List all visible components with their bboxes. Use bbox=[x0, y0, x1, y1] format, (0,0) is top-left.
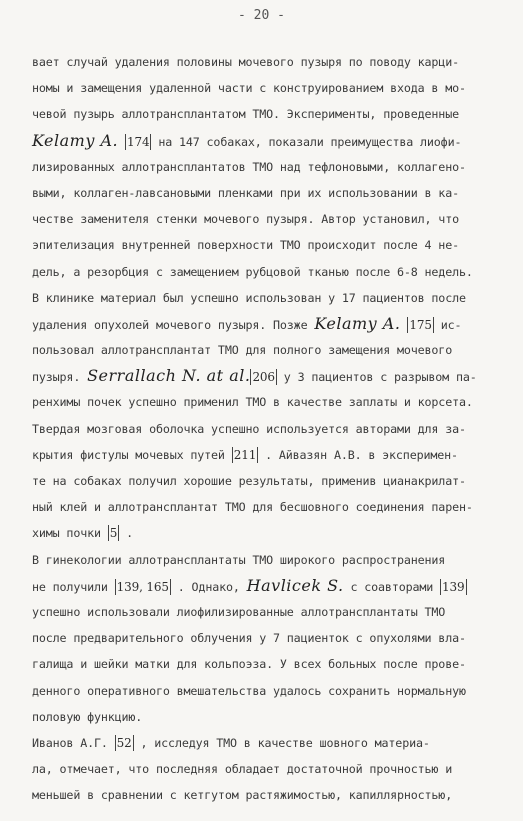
text-line bbox=[32, 547, 494, 573]
handwritten-author-name: Serrallach N. at al. bbox=[87, 366, 251, 386]
text-line bbox=[32, 704, 494, 730]
text-run: пользовал аллотрансплантат ТМО для полного замещения мочевого bbox=[32, 343, 453, 358]
text-line bbox=[32, 180, 494, 206]
text-run: вает случай удаления половины мочевого пузыря по поводу карци- bbox=[32, 55, 459, 69]
text-run: у 3 пациентов с разрывом па- bbox=[276, 370, 477, 385]
text-run: галища и шейки матки для кольпоэза. У всех больных после прове- bbox=[32, 657, 466, 672]
text-line bbox=[32, 232, 494, 258]
text-line bbox=[32, 154, 494, 180]
citation-reference: 52 bbox=[116, 735, 132, 750]
text-run: меньшей в сравнении с кетгутом растяжимостью, капиллярностью, bbox=[32, 788, 453, 803]
text-line bbox=[32, 285, 494, 311]
text-line bbox=[32, 599, 494, 625]
text-run: Иванов А.Г. bbox=[32, 735, 115, 750]
text-run: . Айвазян А.В. в эксперимен- bbox=[258, 447, 458, 462]
text-run: химы почки bbox=[32, 526, 108, 541]
text-run: денного оперативного вмешательства удалось сохранить нормальную bbox=[32, 683, 466, 698]
page-number: - 20 - bbox=[238, 8, 285, 23]
text-run: ренхимы почек успешно применил ТМО в качестве заплаты и корсета. bbox=[32, 395, 473, 410]
citation-reference: 5 bbox=[109, 526, 118, 541]
handwritten-author-name: Kelamy A. bbox=[314, 313, 401, 333]
text-line bbox=[32, 782, 494, 808]
text-line bbox=[32, 520, 494, 546]
text-run bbox=[118, 135, 125, 149]
text-run: на 147 собаках, показали преимущества лиофи- bbox=[151, 134, 462, 149]
text-run: удаления опухолей мочевого пузыря. Позже bbox=[32, 317, 315, 332]
text-run: с соавторами bbox=[343, 579, 441, 594]
text-line bbox=[32, 494, 494, 520]
text-line bbox=[32, 625, 494, 651]
text-line bbox=[32, 49, 494, 75]
handwritten-author-name: Havlicek S. bbox=[246, 575, 344, 595]
text-line bbox=[32, 651, 494, 677]
text-run: ла, отмечает, что последняя обладает достаточной прочностью и bbox=[32, 762, 453, 777]
text-run: крытия фистулы мочевых путей bbox=[32, 447, 232, 462]
text-run: выми, коллаген-лавсановыми пленками при их использовании в ка- bbox=[32, 185, 459, 200]
text-run: после предварительного облучения у 7 пациенток с опухолями вла- bbox=[32, 631, 466, 646]
text-run bbox=[400, 318, 407, 332]
text-line bbox=[32, 416, 494, 442]
text-run: ный клей и аллотрансплантат ТМО для бесшовного соединения парен- bbox=[32, 500, 473, 515]
text-run: успешно использовали лиофилизированные аллотрансплантаты ТМО bbox=[32, 604, 446, 619]
text-line bbox=[32, 337, 494, 363]
handwritten-author-name: Kelamy A. bbox=[32, 130, 119, 150]
text-run: не получили bbox=[32, 579, 115, 594]
text-run: дель, а резорбция с замещением рубцовой тканью после 6-8 недель. bbox=[32, 264, 473, 279]
text-line bbox=[32, 75, 494, 101]
text-line bbox=[32, 206, 494, 232]
text-line bbox=[32, 756, 494, 782]
text-run: чевой пузырь аллотрансплантатом ТМО. Эксперименты, проведенные bbox=[32, 107, 459, 122]
text-run: . Однако, bbox=[170, 579, 247, 594]
text-run: , исследуя ТМО в качестве шовного материа- bbox=[133, 735, 430, 750]
body-text bbox=[32, 49, 494, 808]
text-run: те на собаках получил хорошие результаты, применив цианакрилат- bbox=[32, 474, 466, 488]
citation-reference: 174 bbox=[126, 134, 150, 149]
text-line bbox=[32, 730, 494, 756]
citation-reference: 139 bbox=[442, 579, 465, 594]
citation-reference: 206 bbox=[252, 370, 275, 385]
text-line bbox=[32, 442, 494, 468]
text-line bbox=[32, 363, 494, 389]
text-line bbox=[32, 389, 494, 415]
text-line bbox=[32, 311, 494, 337]
text-run: . bbox=[119, 526, 134, 541]
text-line bbox=[32, 128, 494, 154]
citation-reference: 175 bbox=[409, 317, 432, 332]
text-line bbox=[32, 101, 494, 127]
text-line bbox=[32, 259, 494, 285]
text-run: В клинике материал был успешно использован у 17 пациентов после bbox=[32, 290, 466, 305]
text-run: Твердая мозговая оболочка успешно используется авторами для за- bbox=[32, 421, 466, 436]
text-run: В гинекологии аллотрансплантаты ТМО широкого распространения bbox=[32, 552, 446, 567]
text-run: эпителизация внутренней поверхности ТМО происходит после 4 не- bbox=[32, 238, 459, 253]
citation-reference: 139, 165 bbox=[116, 579, 169, 594]
text-line bbox=[32, 468, 494, 494]
text-run: ис- bbox=[433, 317, 462, 332]
citation-reference: 211 bbox=[233, 447, 257, 462]
text-line bbox=[32, 573, 494, 599]
text-run: номы и замещения удаленной части с конструированием входа в мо- bbox=[32, 81, 466, 96]
text-run: половую функцию. bbox=[32, 709, 143, 724]
text-run: лизированных аллотрансплантатов ТМО над тефлоновыми, коллагено- bbox=[32, 159, 466, 174]
text-run: пузыря. bbox=[32, 370, 88, 385]
text-line bbox=[32, 678, 494, 704]
text-run: честве заменителя стенки мочевого пузыря. Автор установил, что bbox=[32, 212, 459, 227]
